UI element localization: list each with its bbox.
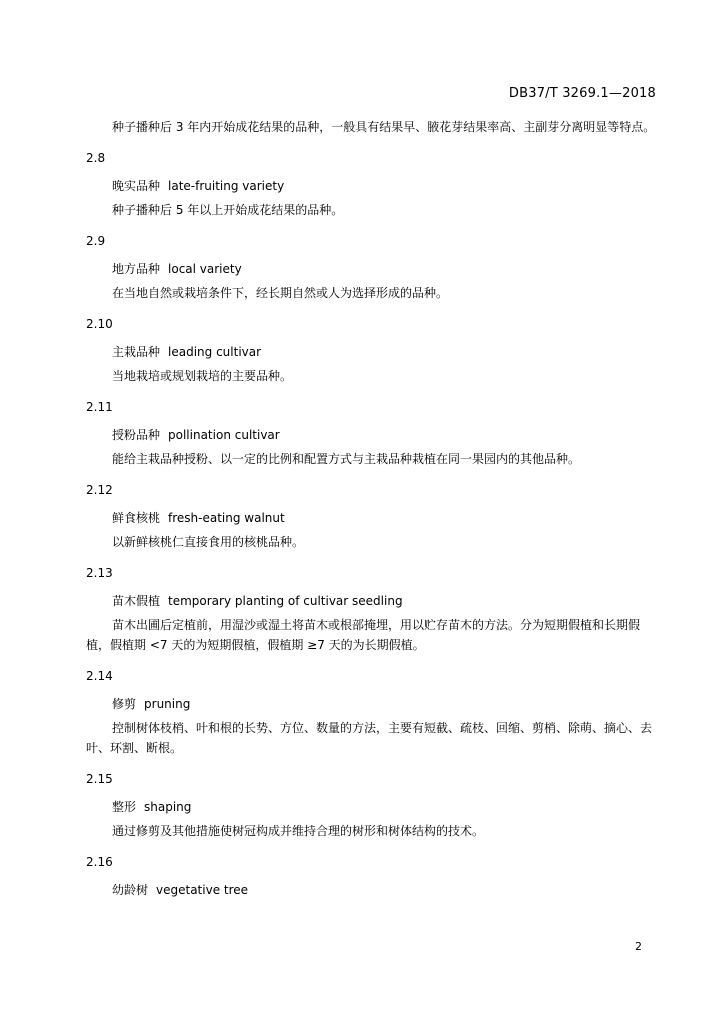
term-entry	[86, 144, 658, 220]
term-en: pollination cultivar	[168, 428, 280, 442]
term-definition: 在当地自然或栽培条件下，经长期自然或人为选择形成的品种。	[112, 286, 449, 300]
term-number: 2.9	[86, 234, 106, 248]
term-en: vegetative tree	[156, 883, 249, 897]
term-entry	[86, 765, 658, 841]
term-title	[86, 255, 658, 283]
term-title	[86, 504, 658, 532]
term-definition: 通过修剪及其他措施使树冠构成并维持合理的树形和树体结构的技术。	[112, 824, 485, 838]
term-number: 2.8	[86, 151, 106, 165]
term-zh: 幼龄树	[112, 883, 149, 897]
term-en: fresh-eating walnut	[168, 511, 285, 525]
term-entry	[86, 848, 658, 904]
term-zh: 苗木假植	[112, 594, 161, 608]
standard-code: DB37/T 3269.1—2018	[508, 86, 656, 101]
term-definition: 能给主栽品种授粉、以一定的比例和配置方式与主栽品种栽植在同一果园内的其他品种。	[112, 452, 581, 466]
term-definition: 苗木出圃后定植前，用湿沙或湿土将苗木或根部掩埋，用以贮存苗木的方法。分为短期假植和长期假植，假植期 <7 天的为短期假植，假植期 ≥7 天的为长期假植。	[86, 618, 641, 652]
term-entry	[86, 227, 658, 303]
term-title	[86, 876, 658, 904]
term-definition: 种子播种后 3 年内开始成花结果的品种，一般具有结果早、腋花芽结果率高、主副芽分离明显等特点。	[112, 120, 656, 134]
term-number: 2.14	[86, 669, 113, 683]
term-title	[86, 690, 658, 718]
term-en: leading cultivar	[168, 345, 262, 359]
term-zh: 鲜食核桃	[112, 511, 161, 525]
term-entry	[86, 310, 658, 386]
term-definition: 控制树体枝梢、叶和根的长势、方位、数量的方法，主要有短截、疏枝、回缩、剪梢、除萌、摘心、去叶、环割、断根。	[86, 721, 653, 755]
term-title	[86, 338, 658, 366]
term-zh: 主栽品种	[112, 345, 161, 359]
term-number: 2.10	[86, 317, 113, 331]
term-zh: 修剪	[112, 697, 137, 711]
term-zh: 授粉品种	[112, 428, 161, 442]
term-zh: 地方品种	[112, 262, 161, 276]
term-entry	[86, 476, 658, 552]
term-zh: 晚实品种	[112, 179, 161, 193]
term-en: pruning	[144, 697, 191, 711]
term-title	[86, 421, 658, 449]
term-number: 2.15	[86, 772, 113, 786]
document-body	[86, 117, 658, 904]
term-number: 2.12	[86, 483, 113, 497]
term-entry	[86, 559, 658, 655]
term-title	[86, 172, 658, 200]
term-en: late-fruiting variety	[168, 179, 285, 193]
term-entry	[86, 662, 658, 758]
term-number: 2.13	[86, 566, 113, 580]
term-zh: 整形	[112, 800, 137, 814]
term-number: 2.16	[86, 855, 113, 869]
term-definition: 当地栽培或规划栽培的主要品种。	[112, 369, 293, 383]
term-title	[86, 793, 658, 821]
term-title	[86, 587, 658, 615]
term-en: temporary planting of cultivar seedling	[168, 594, 403, 608]
term-definition: 以新鲜核桃仁直接食用的核桃品种。	[112, 535, 305, 549]
term-en: local variety	[168, 262, 242, 276]
page-number: 2	[635, 940, 642, 953]
term-en: shaping	[144, 800, 192, 814]
term-entry	[86, 393, 658, 469]
term-definition: 种子播种后 5 年以上开始成花结果的品种。	[112, 203, 344, 217]
term-number: 2.11	[86, 400, 113, 414]
